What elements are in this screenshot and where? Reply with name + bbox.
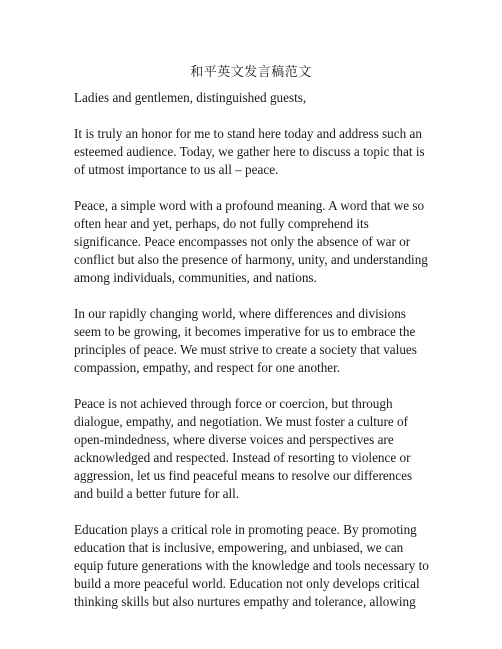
document-title: 和平英文发言稿范文 (190, 64, 312, 79)
paragraph-salutation: Ladies and gentlemen, distinguished guests, (74, 90, 307, 105)
document-body (74, 89, 431, 629)
paragraph-intro: It is truly an honor for me to stand here today and address such an esteemed audience. Today, we gather here to discuss a topic that is of utmost importance to us all – peace. (74, 126, 425, 177)
paragraph-peace-meaning: Peace, a simple word with a profound meaning. A word that we so often hear and yet, perhaps, do not fully comprehend its significance. Peace encompasses not only the absence of war or conflict but also the presence of harmony, unity, and understanding among individuals, communities, and nations. (74, 198, 428, 285)
paragraph-education: Education plays a critical role in promoting peace. By promoting education that is inclusive, empowering, and unbiased, we can equip future generations with the knowledge and tools necessary to build a more peaceful world. Education not only develops critical thinking skills but also nurtures empathy and tolerance, allowing (74, 522, 429, 609)
paragraph-changing-world: In our rapidly changing world, where differences and divisions seem to be growing, it becomes imperative for us to embrace the principles of peace. We must strive to create a society that values compassion, empathy, and respect for one another. (74, 306, 417, 375)
paragraph-dialogue: Peace is not achieved through force or coercion, but through dialogue, empathy, and negotiation. We must foster a culture of open-mindedness, where diverse voices and perspectives are acknowledged and respected. Instead of resorting to violence or aggression, let us find peaceful means to resolve our differences and build a better future for all. (74, 396, 413, 501)
